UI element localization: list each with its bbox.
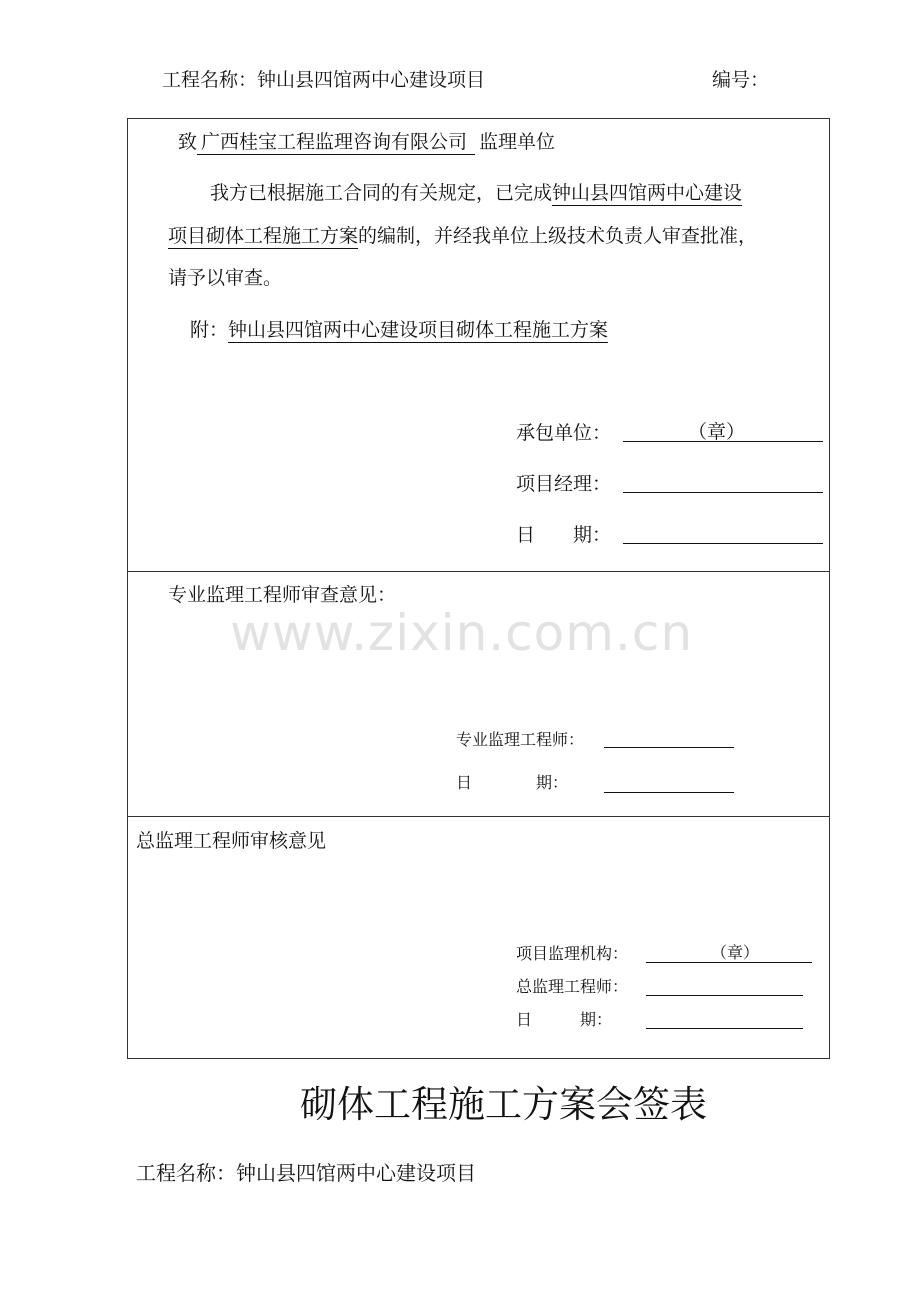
body-project-part1: 钟山县四馆两中心建设 (552, 182, 743, 204)
body-project-part2: 项目砌体工程施工方案 (168, 225, 359, 247)
body-line-1 (210, 181, 742, 205)
supervision-org-seal: （章） (711, 943, 760, 962)
section-divider-1 (127, 571, 830, 572)
date-line-2 (604, 792, 734, 793)
body-line-3: 请予以审查。 (168, 267, 283, 289)
project-manager-label: 项目经理： (516, 473, 612, 495)
chief-review-title: 总监理工程师审核意见 (136, 830, 327, 852)
date-line-3 (646, 1028, 803, 1029)
section-divider-2 (127, 816, 830, 817)
chief-engineer-line (646, 995, 803, 996)
attachment-name: 钟山县四馆两中心建设项目砌体工程施工方案 (228, 319, 609, 341)
specialist-engineer-label: 专业监理工程师： (456, 730, 585, 749)
number-label: 编号： (712, 69, 770, 91)
specialist-review-title: 专业监理工程师审查意见： (168, 584, 397, 606)
countersign-project-name: 工程名称：钟山县四馆两中心建设项目 (136, 1161, 476, 1185)
watermark: www.zixin.com.cn (230, 604, 694, 662)
chief-engineer-label: 总监理工程师： (516, 977, 629, 996)
date-label-1: 日 期： (516, 524, 612, 546)
addressee-prefix: 致 (178, 131, 198, 153)
date-line-1 (623, 543, 823, 544)
addressee-suffix: 监理单位 (479, 131, 556, 153)
project-manager-line (623, 492, 823, 493)
body-prefix: 我方已根据施工合同的有关规定，已完成 (210, 182, 553, 204)
body-rest: 的编制，并经我单位上级技术负责人审查批准， (358, 225, 758, 247)
project-name-header: 工程名称：钟山县四馆两中心建设项目 (162, 69, 486, 91)
attachment-line (190, 318, 608, 342)
countersign-form-title: 砌体工程施工方案会签表 (300, 1083, 707, 1126)
addressee-company: 广西桂宝工程监理咨询有限公司 (197, 131, 475, 155)
date-label-3: 日 期： (516, 1010, 613, 1029)
contractor-seal: （章） (688, 421, 746, 443)
date-label-2: 日 期： (456, 773, 569, 792)
body-line-2 (168, 224, 757, 248)
attachment-prefix: 附： (190, 319, 229, 341)
contractor-label: 承包单位： (516, 422, 612, 444)
supervision-org-label: 项目监理机构： (516, 944, 629, 963)
addressee-line (178, 130, 555, 154)
specialist-engineer-line (604, 747, 734, 748)
